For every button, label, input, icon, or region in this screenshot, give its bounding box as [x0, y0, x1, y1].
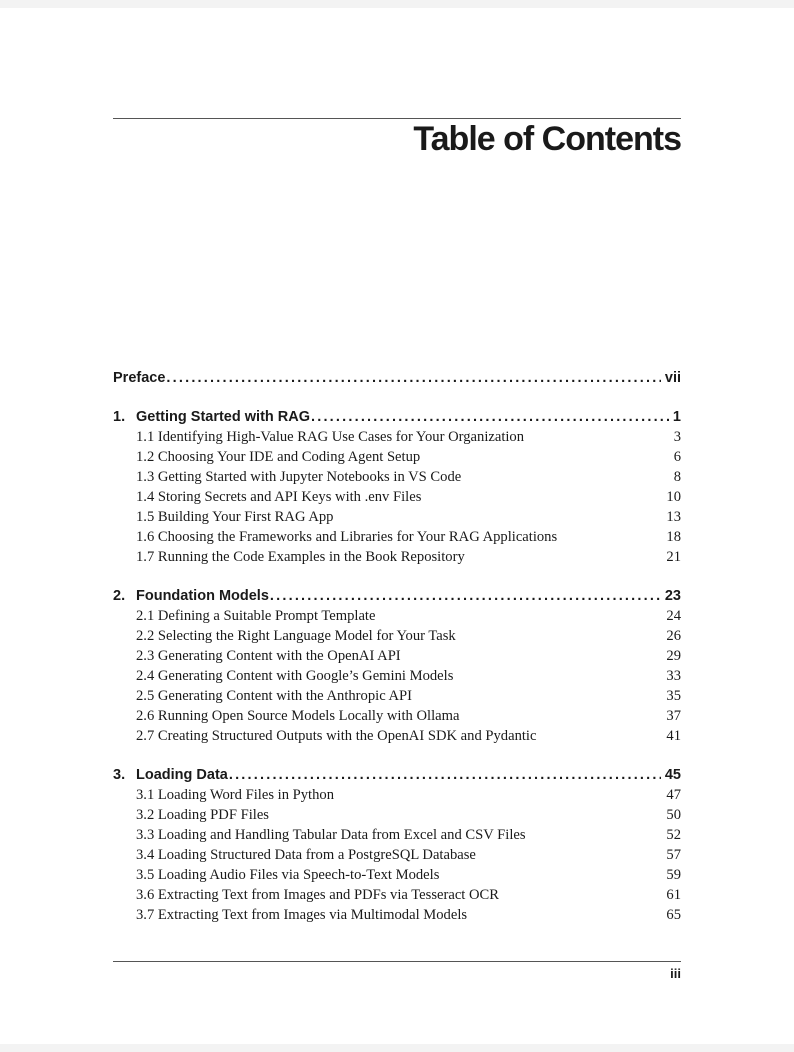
toc-section[interactable] — [136, 845, 681, 865]
toc-section[interactable] — [136, 447, 681, 467]
toc-preface[interactable] — [113, 368, 681, 388]
toc-section[interactable] — [136, 865, 681, 885]
toc-chapter[interactable] — [113, 765, 681, 785]
chapter-number: 1. — [113, 409, 126, 425]
toc-page-number: 18 — [666, 529, 681, 545]
toc-section[interactable] — [136, 785, 681, 805]
toc-page-number: 61 — [666, 887, 681, 903]
toc-section[interactable] — [136, 626, 681, 646]
section-title: 3.3 Loading and Handling Tabular Data from Excel and CSV Files — [136, 827, 526, 843]
section-title: 3.7 Extracting Text from Images via Multimodal Models — [136, 907, 468, 923]
toc-page-number: 29 — [666, 648, 681, 664]
toc-section[interactable] — [136, 487, 681, 507]
toc-page-number: 35 — [666, 688, 681, 704]
toc-page-number: 33 — [666, 668, 681, 684]
toc-section[interactable] — [136, 825, 681, 845]
section-title: 2.7 Creating Structured Outputs with the OpenAI SDK and Pydantic — [136, 728, 537, 744]
toc-section[interactable] — [136, 527, 681, 547]
toc-chapter[interactable] — [113, 586, 681, 606]
chapter-title: Loading Data — [136, 767, 228, 783]
section-title: 3.1 Loading Word Files in Python — [136, 787, 335, 803]
section-title: 1.7 Running the Code Examples in the Book Repository — [136, 549, 465, 565]
section-title: 2.3 Generating Content with the OpenAI API — [136, 648, 401, 664]
toc-page-number: 65 — [666, 907, 681, 923]
toc-section[interactable] — [136, 606, 681, 626]
toc-page-number: 23 — [664, 588, 681, 604]
leader-dots — [311, 407, 669, 427]
toc-page-number: 57 — [666, 847, 681, 863]
page-folio: iii — [670, 966, 681, 981]
page-title: Table of Contents — [413, 120, 681, 158]
toc-page-number: 47 — [666, 787, 681, 803]
toc-page-number: 52 — [666, 827, 681, 843]
toc-section[interactable] — [136, 885, 681, 905]
toc-section[interactable] — [136, 666, 681, 686]
toc-list — [113, 368, 681, 925]
top-rule — [113, 118, 681, 119]
bottom-rule — [113, 961, 681, 962]
toc-page-number: 41 — [666, 728, 681, 744]
toc-section[interactable] — [136, 427, 681, 447]
toc-chapters — [113, 407, 681, 925]
toc-page-number: 24 — [666, 608, 681, 624]
toc-page-number: 45 — [664, 767, 681, 783]
toc-section[interactable] — [136, 467, 681, 487]
toc-section[interactable] — [136, 726, 681, 746]
chapter-title: Foundation Models — [136, 588, 269, 604]
section-title: 3.2 Loading PDF Files — [136, 807, 269, 823]
section-title: 2.1 Defining a Suitable Prompt Template — [136, 608, 376, 624]
toc-chapter[interactable] — [113, 407, 681, 427]
leader-dots — [270, 586, 661, 606]
section-title: 1.4 Storing Secrets and API Keys with .env Files — [136, 489, 422, 505]
chapter-title: Getting Started with RAG — [136, 409, 310, 425]
toc-section[interactable] — [136, 905, 681, 925]
section-title: 2.2 Selecting the Right Language Model for Your Task — [136, 628, 456, 644]
toc-page-number: 37 — [666, 708, 681, 724]
section-title: 3.5 Loading Audio Files via Speech-to-Text Models — [136, 867, 440, 883]
toc-page-number: 6 — [673, 449, 681, 465]
section-title: 1.3 Getting Started with Jupyter Notebooks in VS Code — [136, 469, 462, 485]
toc-section[interactable] — [136, 547, 681, 567]
chapter-number: 3. — [113, 767, 126, 783]
toc-page-number: 1 — [672, 409, 681, 425]
section-title: 1.1 Identifying High-Value RAG Use Cases for Your Organization — [136, 429, 525, 445]
toc-section[interactable] — [136, 507, 681, 527]
toc-page-number: 3 — [673, 429, 681, 445]
toc-entry-label: Preface — [113, 370, 166, 386]
toc-page-number: 26 — [666, 628, 681, 644]
section-title: 1.5 Building Your First RAG App — [136, 509, 334, 525]
toc-page-number: vii — [664, 370, 681, 386]
chapter-number: 2. — [113, 588, 126, 604]
section-title: 2.4 Generating Content with Google’s Gemini Models — [136, 668, 454, 684]
toc-page-number: 8 — [673, 469, 681, 485]
toc-page-number: 13 — [666, 509, 681, 525]
toc-section[interactable] — [136, 686, 681, 706]
document-page — [0, 8, 794, 1044]
section-title: 1.2 Choosing Your IDE and Coding Agent Setup — [136, 449, 421, 465]
section-title: 3.4 Loading Structured Data from a PostgreSQL Database — [136, 847, 476, 863]
toc-section[interactable] — [136, 646, 681, 666]
section-title: 2.5 Generating Content with the Anthropic API — [136, 688, 413, 704]
leader-dots — [229, 765, 661, 785]
section-title: 3.6 Extracting Text from Images and PDFs via Tesseract OCR — [136, 887, 500, 903]
toc-page-number: 21 — [666, 549, 681, 565]
toc-page-number: 50 — [666, 807, 681, 823]
toc-section[interactable] — [136, 706, 681, 726]
section-title: 1.6 Choosing the Frameworks and Libraries for Your RAG Applications — [136, 529, 558, 545]
section-title: 2.6 Running Open Source Models Locally with Ollama — [136, 708, 460, 724]
leader-dots — [166, 368, 660, 388]
toc-section[interactable] — [136, 805, 681, 825]
toc-page-number: 59 — [666, 867, 681, 883]
toc-page-number: 10 — [666, 489, 681, 505]
